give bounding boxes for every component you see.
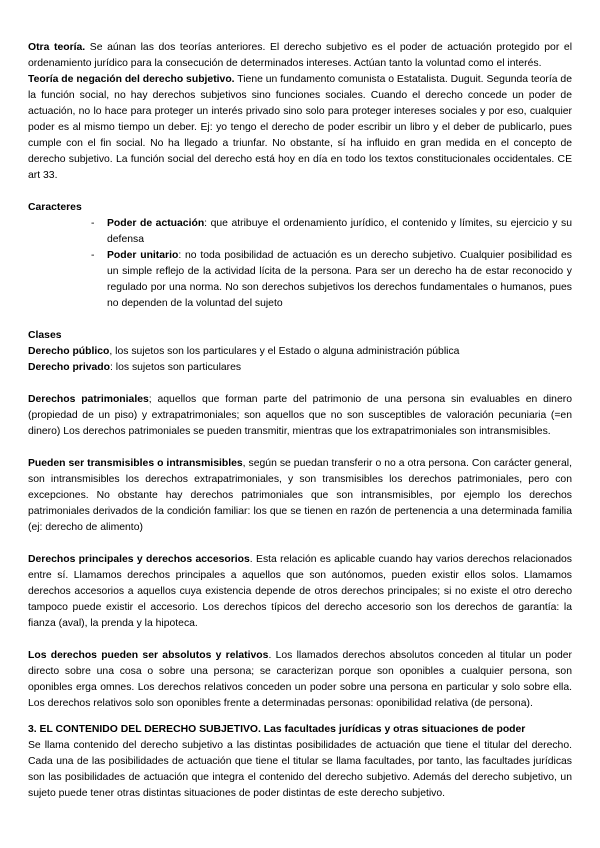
derecho-publico-title: Derecho público xyxy=(28,346,110,357)
paragraph-negacion xyxy=(28,72,572,184)
dash-bullet: - xyxy=(91,218,95,229)
paragraph-derecho-privado xyxy=(28,360,572,376)
section-3-heading: 3. EL CONTENIDO DEL DERECHO SUBJETIVO. Las facultades jurídicas y otras situaciones de poder xyxy=(28,724,526,735)
caracter-1-title: Poder de actuación xyxy=(107,218,205,229)
list-item xyxy=(28,216,572,248)
derecho-publico-text: , los sujetos son los particulares y el Estado o alguna administración pública xyxy=(109,346,460,357)
paragraph-otra-teoria xyxy=(28,40,572,72)
paragraph-principales xyxy=(28,552,572,632)
list-item xyxy=(28,248,572,312)
patrimoniales-text: ; aquellos que forman parte del patrimonio de una persona sin evaluables en dinero (propiedad de un piso) y extrapatrimoniales; son aquellos que no son susceptibles de valoración pecuniaria (=en dinero) Los derechos patrimoniales se pueden transmitir, mientras que los extrapatrimoniales son intransmisibles. xyxy=(28,394,572,437)
caracter-2-text: : no toda posibilidad de actuación es un derecho subjetivo. Cualquier posibilidad es un simple reflejo de la actividad lícita de la persona. Para ser un derecho ha de estar reconocido y regulado por una norma. No son derechos subjetivos los derechos fundamentales o humanos, pues no dependen de la voluntad del sujeto xyxy=(107,250,572,309)
dash-bullet: - xyxy=(91,250,95,261)
paragraph-derecho-publico xyxy=(28,344,572,360)
caracter-1-text: : que atribuye el ordenamiento jurídico, el contenido y límites, su ejercicio y su defensa xyxy=(107,218,572,245)
paragraph-transmisibles xyxy=(28,456,572,536)
derecho-privado-text: : los sujetos son particulares xyxy=(110,362,242,373)
principales-text: . Esta relación es aplicable cuando hay varios derechos relacionados entre sí. Llamamos derechos principales a aquellos que son autónomos, pueden existir ellos solos. Llamamos derechos accesorios a aquellos cuya existencia depende de otros derechos principales; si no existe el otro derecho tampoco puede existir el accesorio. Los derechos típicos del derecho accesorio son los derechos de garantía: la fianza (aval), la prenda y la hipoteca. xyxy=(28,554,572,629)
patrimoniales-title: Derechos patrimoniales xyxy=(28,394,149,405)
document-page xyxy=(28,40,572,802)
transmisibles-text: , según se puedan transferir o no a otra persona. Con carácter general, son intransmisibles los derechos extrapatrimoniales, y son transmisibles los derechos patrimoniales, pero con excepciones. No obstante hay derechos patrimoniales que son intransmisibles, por ejemplo los derechos patrimoniales derivados de la condición familiar: los que se tienen en razón de pertenencia a una determinada familia (ej: derecho de alimento) xyxy=(28,458,572,533)
caracteres-heading: Caracteres xyxy=(28,202,82,213)
caracter-2-title: Poder unitario xyxy=(107,250,179,261)
paragraph-absolutos xyxy=(28,648,572,712)
caracteres-list xyxy=(28,216,572,312)
otra-teoria-title: Otra teoría. xyxy=(28,42,86,53)
paragraph-contenido: Se llama contenido del derecho subjetivo a las distintas posibilidades de actuación que tiene el titular del derecho. Cada una de las posibilidades de actuación que tiene el titular se llama facultades, por tanto, las facultades jurídicas son las posibilidades de actuación que integra el contenido del derecho subjetivo. Además del derecho subjetivo, un sujeto puede tener otras distintas situaciones de poder distintas de este derecho subjetivo. xyxy=(28,740,572,799)
absolutos-text: . Los llamados derechos absolutos conceden al titular un poder directo sobre una cosa o sobre una persona; se caracterizan porque son oponibles a cualquier persona, son oponibles erga omnes. Los derechos relativos conceden un poder sobre una persona en particular y solo sobre ella. Los derechos relativos solo son oponibles frente a determinadas personas: oponibilidad relativa (de persona). xyxy=(28,650,572,709)
negacion-title: Teoría de negación del derecho subjetivo. xyxy=(28,74,235,85)
clases-heading: Clases xyxy=(28,330,62,341)
absolutos-title: Los derechos pueden ser absolutos y relativos xyxy=(28,650,269,661)
principales-title: Derechos principales y derechos accesorios xyxy=(28,554,250,565)
otra-teoria-text: Se aúnan las dos teorías anteriores. El derecho subjetivo es el poder de actuación protegido por el ordenamiento jurídico para la consecución de determinados intereses. Actúan tanto la voluntad como el interés. xyxy=(28,42,573,69)
derecho-privado-title: Derecho privado xyxy=(28,362,110,373)
negacion-text: Tiene un fundamento comunista o Estatalista. Duguit. Segunda teoría de la función social, no hay derechos subjetivos sino funciones sociales. Cuando el derecho concede un poder de actuación, no lo hace para proteger un interés privado sino solo para proteger intereses sociales y por eso, cualquier poder es al mismo tiempo un deber. Ej: yo tengo el derecho de poder escribir un libro y el deber de publicarlo, pues cumple con el fin social. No ha llegado a triunfar. No obstante, sí ha influido en gran medida en el concepto de derecho subjetivo. La función social del derecho está hoy en día en todo los textos constitucionales occidentales. CE art 33. xyxy=(28,74,572,181)
transmisibles-title: Pueden ser transmisibles o intransmisibles xyxy=(28,458,243,469)
paragraph-patrimoniales xyxy=(28,392,572,440)
